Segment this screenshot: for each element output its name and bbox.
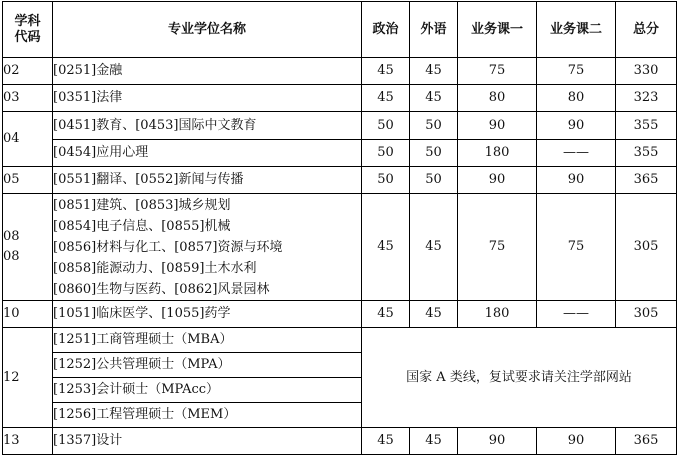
subject-code-line1: 08 <box>3 229 20 244</box>
subject-code: 03 <box>3 85 53 112</box>
major-name: [1251]工商管理硕士（MBA） <box>53 328 362 353</box>
header-course-two: 业务课二 <box>537 2 616 58</box>
table-row <box>3 328 677 353</box>
header-subject-code <box>3 2 53 58</box>
table-row <box>3 85 677 112</box>
header-subject-code-line2: 代码 <box>14 29 41 45</box>
course-two-score: 75 <box>537 194 616 301</box>
score-table-container <box>2 1 677 455</box>
politics-score: 50 <box>362 140 410 167</box>
major-name-list <box>53 194 362 301</box>
table-row <box>3 140 677 167</box>
course-one-score: 90 <box>458 167 537 194</box>
course-one-score: 90 <box>458 112 537 140</box>
major-name: [1256]工程管理硕士（MEM） <box>53 403 362 428</box>
table-row <box>3 167 677 194</box>
major-name: [1357]设计 <box>53 428 362 455</box>
header-politics: 政治 <box>362 2 410 58</box>
table-row <box>3 112 677 140</box>
politics-score: 45 <box>362 194 410 301</box>
subject-code: 04 <box>3 112 53 167</box>
foreign-score: 50 <box>410 140 458 167</box>
major-name: [0351]法律 <box>53 85 362 112</box>
course-one-score: 180 <box>458 140 537 167</box>
major-name: [0858]能源动力、[0859]土木水利 <box>53 260 257 276</box>
foreign-score: 45 <box>410 194 458 301</box>
total-score: 323 <box>616 85 677 112</box>
total-score: 305 <box>616 194 677 301</box>
politics-score: 45 <box>362 428 410 455</box>
table-row <box>3 301 677 328</box>
header-row <box>3 2 677 58</box>
foreign-score: 45 <box>410 428 458 455</box>
course-two-score: 75 <box>537 58 616 85</box>
course-one-score: 75 <box>458 194 537 301</box>
foreign-score: 45 <box>410 85 458 112</box>
major-name: [0854]电子信息、[0855]机械 <box>53 218 231 234</box>
foreign-score: 45 <box>410 301 458 328</box>
total-score: 365 <box>616 167 677 194</box>
header-course-one: 业务课一 <box>458 2 537 58</box>
table-row <box>3 428 677 455</box>
major-name: [1051]临床医学、[1055]药学 <box>53 301 362 328</box>
subject-code <box>3 194 53 301</box>
major-name: [0454]应用心理 <box>53 140 362 167</box>
politics-score: 45 <box>362 85 410 112</box>
table-row <box>3 194 677 301</box>
total-score: 330 <box>616 58 677 85</box>
score-table <box>2 1 677 455</box>
course-one-score: 80 <box>458 85 537 112</box>
course-two-score: 90 <box>537 428 616 455</box>
major-name: [1253]会计硕士（MPAcc） <box>53 378 362 403</box>
subject-code: 05 <box>3 167 53 194</box>
politics-score: 45 <box>362 58 410 85</box>
subject-code: 12 <box>3 328 53 428</box>
major-name: [0856]材料与化工、[0857]资源与环境 <box>53 239 283 255</box>
major-name: [0451]教育、[0453]国际中文教育 <box>53 112 362 140</box>
total-score: 305 <box>616 301 677 328</box>
course-two-score: —— <box>537 301 616 328</box>
course-two-score: 90 <box>537 167 616 194</box>
major-name: [0860]生物与医药、[0862]风景园林 <box>53 281 270 297</box>
subject-code: 13 <box>3 428 53 455</box>
course-one-score: 180 <box>458 301 537 328</box>
table-row <box>3 58 677 85</box>
course-two-score: 80 <box>537 85 616 112</box>
header-subject-code-line1: 学科 <box>14 13 41 29</box>
foreign-score: 50 <box>410 167 458 194</box>
major-name: [1252]公共管理硕士（MPA） <box>53 353 362 378</box>
header-foreign-language: 外语 <box>410 2 458 58</box>
header-total: 总分 <box>616 2 677 58</box>
subject-code: 02 <box>3 58 53 85</box>
course-one-score: 75 <box>458 58 537 85</box>
foreign-score: 50 <box>410 112 458 140</box>
subject-code-line2: 08 <box>3 249 20 264</box>
total-score: 365 <box>616 428 677 455</box>
subject-code: 10 <box>3 301 53 328</box>
total-score: 355 <box>616 140 677 167</box>
politics-score: 50 <box>362 167 410 194</box>
header-major-name: 专业学位名称 <box>53 2 362 58</box>
course-two-score: 90 <box>537 112 616 140</box>
major-name: [0551]翻译、[0552]新闻与传播 <box>53 167 362 194</box>
total-score: 355 <box>616 112 677 140</box>
course-one-score: 90 <box>458 428 537 455</box>
foreign-score: 45 <box>410 58 458 85</box>
admission-note: 国家 A 类线，复试要求请关注学部网站 <box>362 328 677 428</box>
major-name: [0251]金融 <box>53 58 362 85</box>
course-two-score: —— <box>537 140 616 167</box>
politics-score: 45 <box>362 301 410 328</box>
major-name: [0851]建筑、[0853]城乡规划 <box>53 197 231 213</box>
politics-score: 50 <box>362 112 410 140</box>
